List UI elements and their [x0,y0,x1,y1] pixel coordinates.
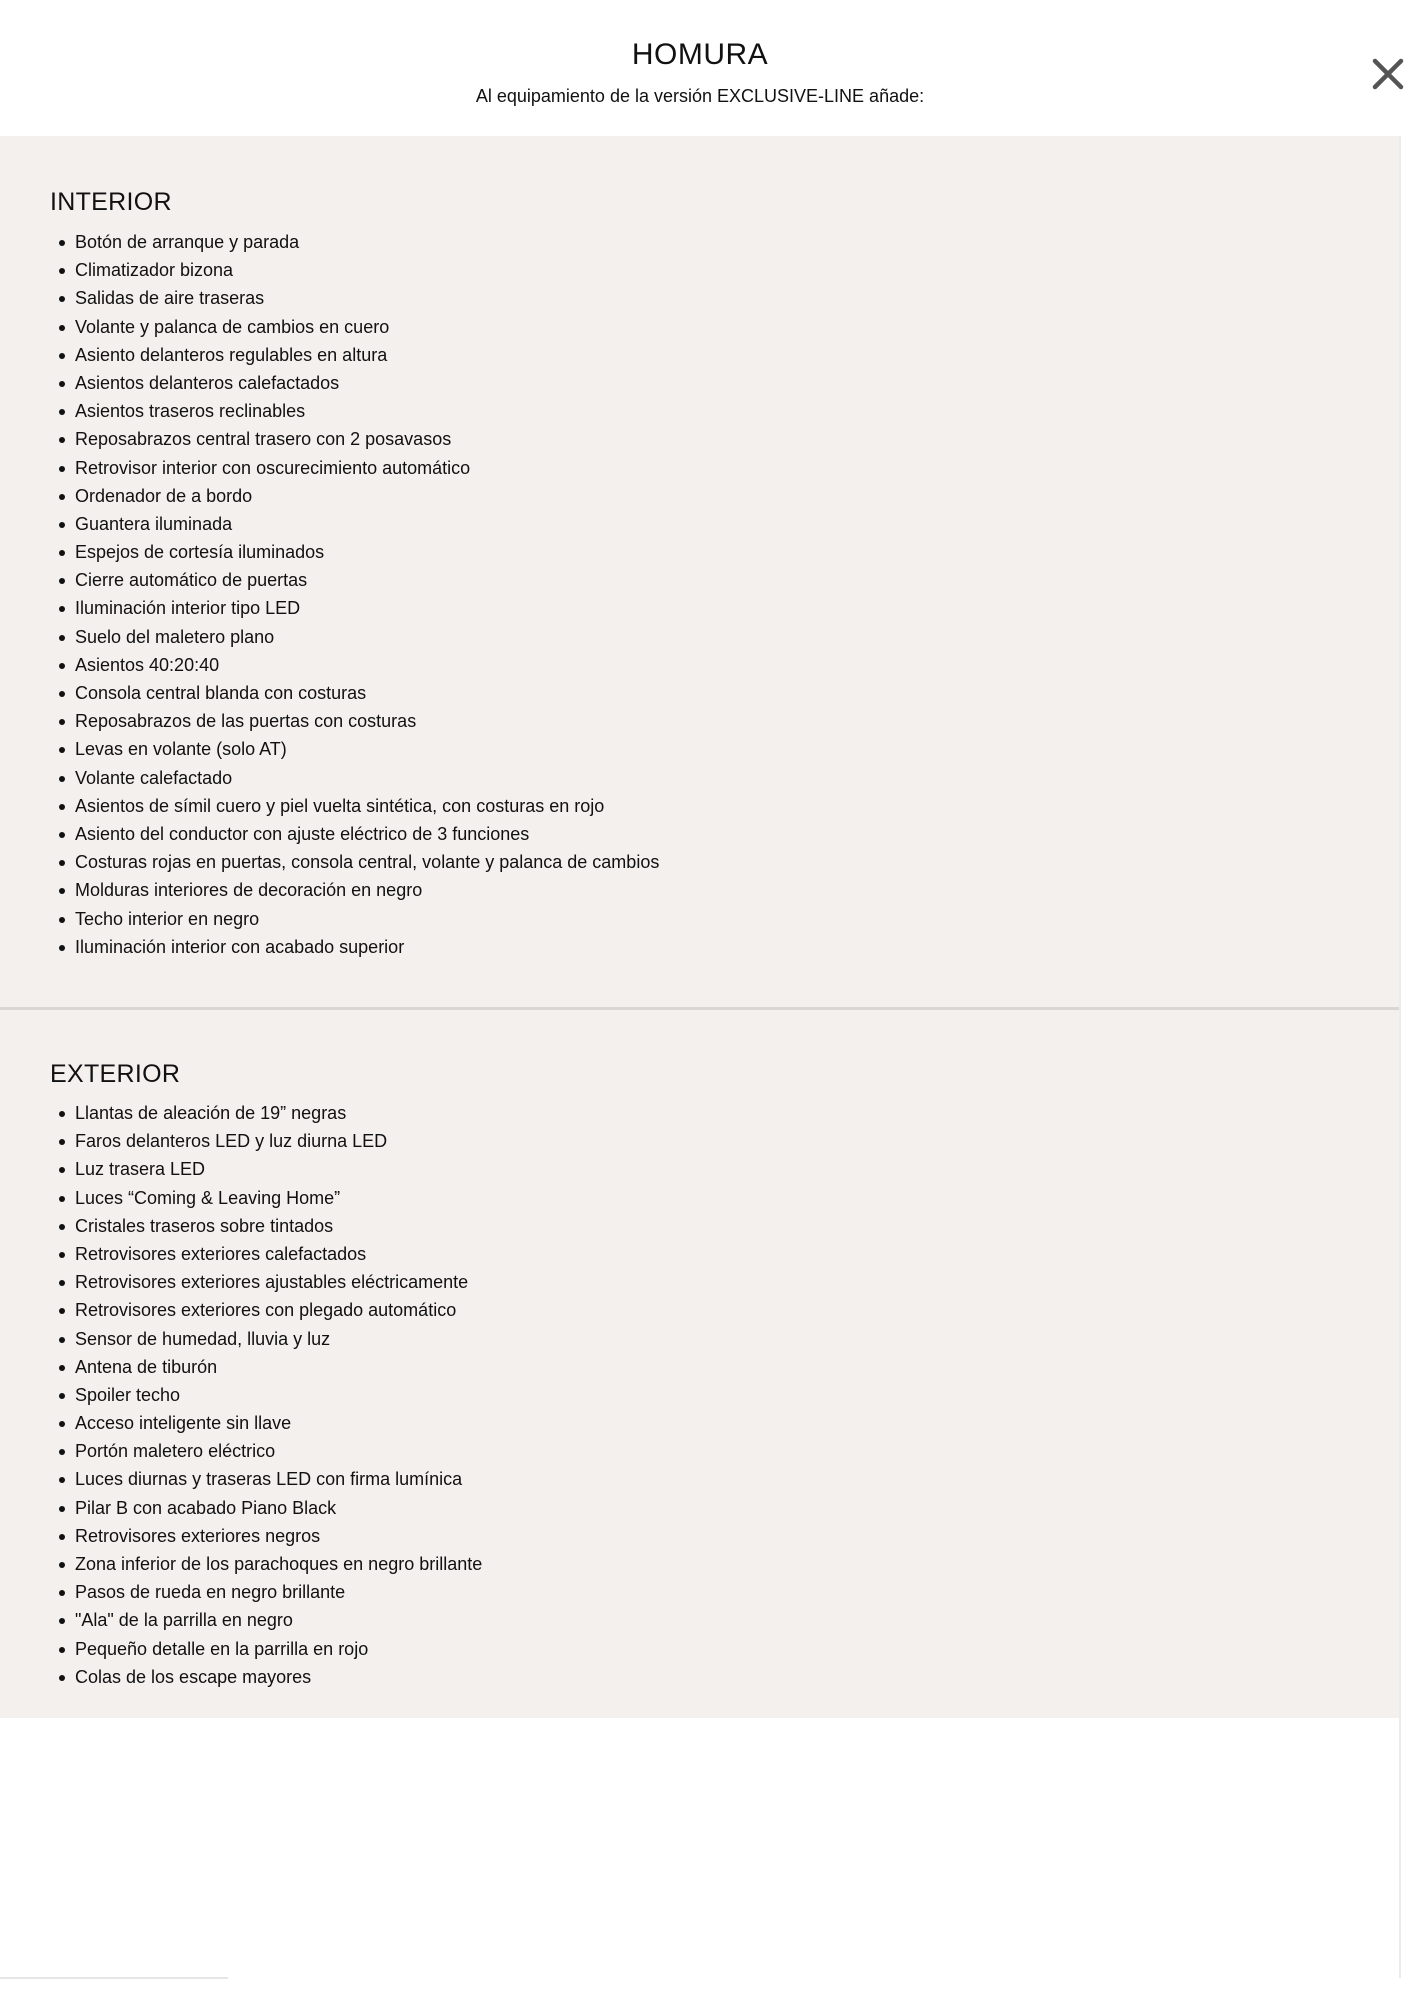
feature-list-item: Consola central blanda con costuras [56,679,659,707]
feature-list-item: Espejos de cortesía iluminados [56,538,659,566]
exterior-heading: EXTERIOR [50,1060,181,1088]
feature-list-item: Asiento delanteros regulables en altura [56,341,659,369]
feature-list-item: Asientos 40:20:40 [56,651,659,679]
feature-list-item: Techo interior en negro [56,905,659,933]
feature-list-item: Salidas de aire traseras [56,284,659,312]
feature-list-item: Acceso inteligente sin llave [56,1409,482,1437]
close-button[interactable] [1366,52,1410,96]
feature-list-item: Asientos traseros reclinables [56,397,659,425]
exterior-section [0,1010,1399,1718]
feature-list-item: Zona inferior de los parachoques en negro brillante [56,1550,482,1578]
feature-list-item: Luces diurnas y traseras LED con firma lumínica [56,1465,482,1493]
feature-list-item: Colas de los escape mayores [56,1663,482,1691]
feature-list-item: Pasos de rueda en negro brillante [56,1578,482,1606]
feature-list-item: Cristales traseros sobre tintados [56,1212,482,1240]
feature-list-item: Iluminación interior con acabado superior [56,933,659,961]
feature-list-item: Pequeño detalle en la parrilla en rojo [56,1635,482,1663]
feature-list-item: Iluminación interior tipo LED [56,594,659,622]
feature-list-item: Asientos de símil cuero y piel vuelta sintética, con costuras en rojo [56,792,659,820]
feature-list-item: Retrovisores exteriores calefactados [56,1240,482,1268]
feature-list-item: Sensor de humedad, lluvia y luz [56,1325,482,1353]
feature-list-item: Volante y palanca de cambios en cuero [56,313,659,341]
feature-list-item: Molduras interiores de decoración en negro [56,876,659,904]
feature-list-item: Spoiler techo [56,1381,482,1409]
close-icon [1366,52,1410,96]
feature-list-item: Reposabrazos central trasero con 2 posavasos [56,425,659,453]
scroll-edge [1399,136,1401,1978]
feature-list-item: Cierre automático de puertas [56,566,659,594]
feature-list-item: Climatizador bizona [56,256,659,284]
feature-list-item: Portón maletero eléctrico [56,1437,482,1465]
feature-list-item: Retrovisor interior con oscurecimiento automático [56,454,659,482]
feature-list-item: "Ala" de la parrilla en negro [56,1606,482,1634]
feature-list-item: Llantas de aleación de 19” negras [56,1099,482,1127]
feature-list-item: Luz trasera LED [56,1155,482,1183]
modal-bottom-space [0,1718,1399,1978]
modal-subtitle: Al equipamiento de la versión EXCLUSIVE-LINE añade: [475,86,925,106]
modal-title: HOMURA [631,38,769,71]
modal-header [0,0,1414,136]
feature-list-item: Guantera iluminada [56,510,659,538]
feature-list-item: Suelo del maletero plano [56,623,659,651]
interior-feature-list [56,228,659,961]
feature-list-item: Retrovisores exteriores negros [56,1522,482,1550]
feature-list-item: Retrovisores exteriores con plegado automático [56,1296,482,1324]
interior-section [0,136,1399,1008]
exterior-feature-list [56,1099,482,1691]
feature-list-item: Volante calefactado [56,764,659,792]
feature-list-item: Antena de tiburón [56,1353,482,1381]
feature-list-item: Reposabrazos de las puertas con costuras [56,707,659,735]
feature-list-item: Botón de arranque y parada [56,228,659,256]
feature-list-item: Luces “Coming & Leaving Home” [56,1184,482,1212]
feature-list-item: Levas en volante (solo AT) [56,735,659,763]
feature-list-item: Pilar B con acabado Piano Black [56,1494,482,1522]
feature-list-item: Faros delanteros LED y luz diurna LED [56,1127,482,1155]
bottom-divider [0,1977,228,1979]
feature-list-item: Asientos delanteros calefactados [56,369,659,397]
feature-list-item: Retrovisores exteriores ajustables eléctricamente [56,1268,482,1296]
feature-list-item: Costuras rojas en puertas, consola central, volante y palanca de cambios [56,848,659,876]
interior-heading: INTERIOR [50,188,172,216]
feature-list-item: Ordenador de a bordo [56,482,659,510]
feature-list-item: Asiento del conductor con ajuste eléctrico de 3 funciones [56,820,659,848]
